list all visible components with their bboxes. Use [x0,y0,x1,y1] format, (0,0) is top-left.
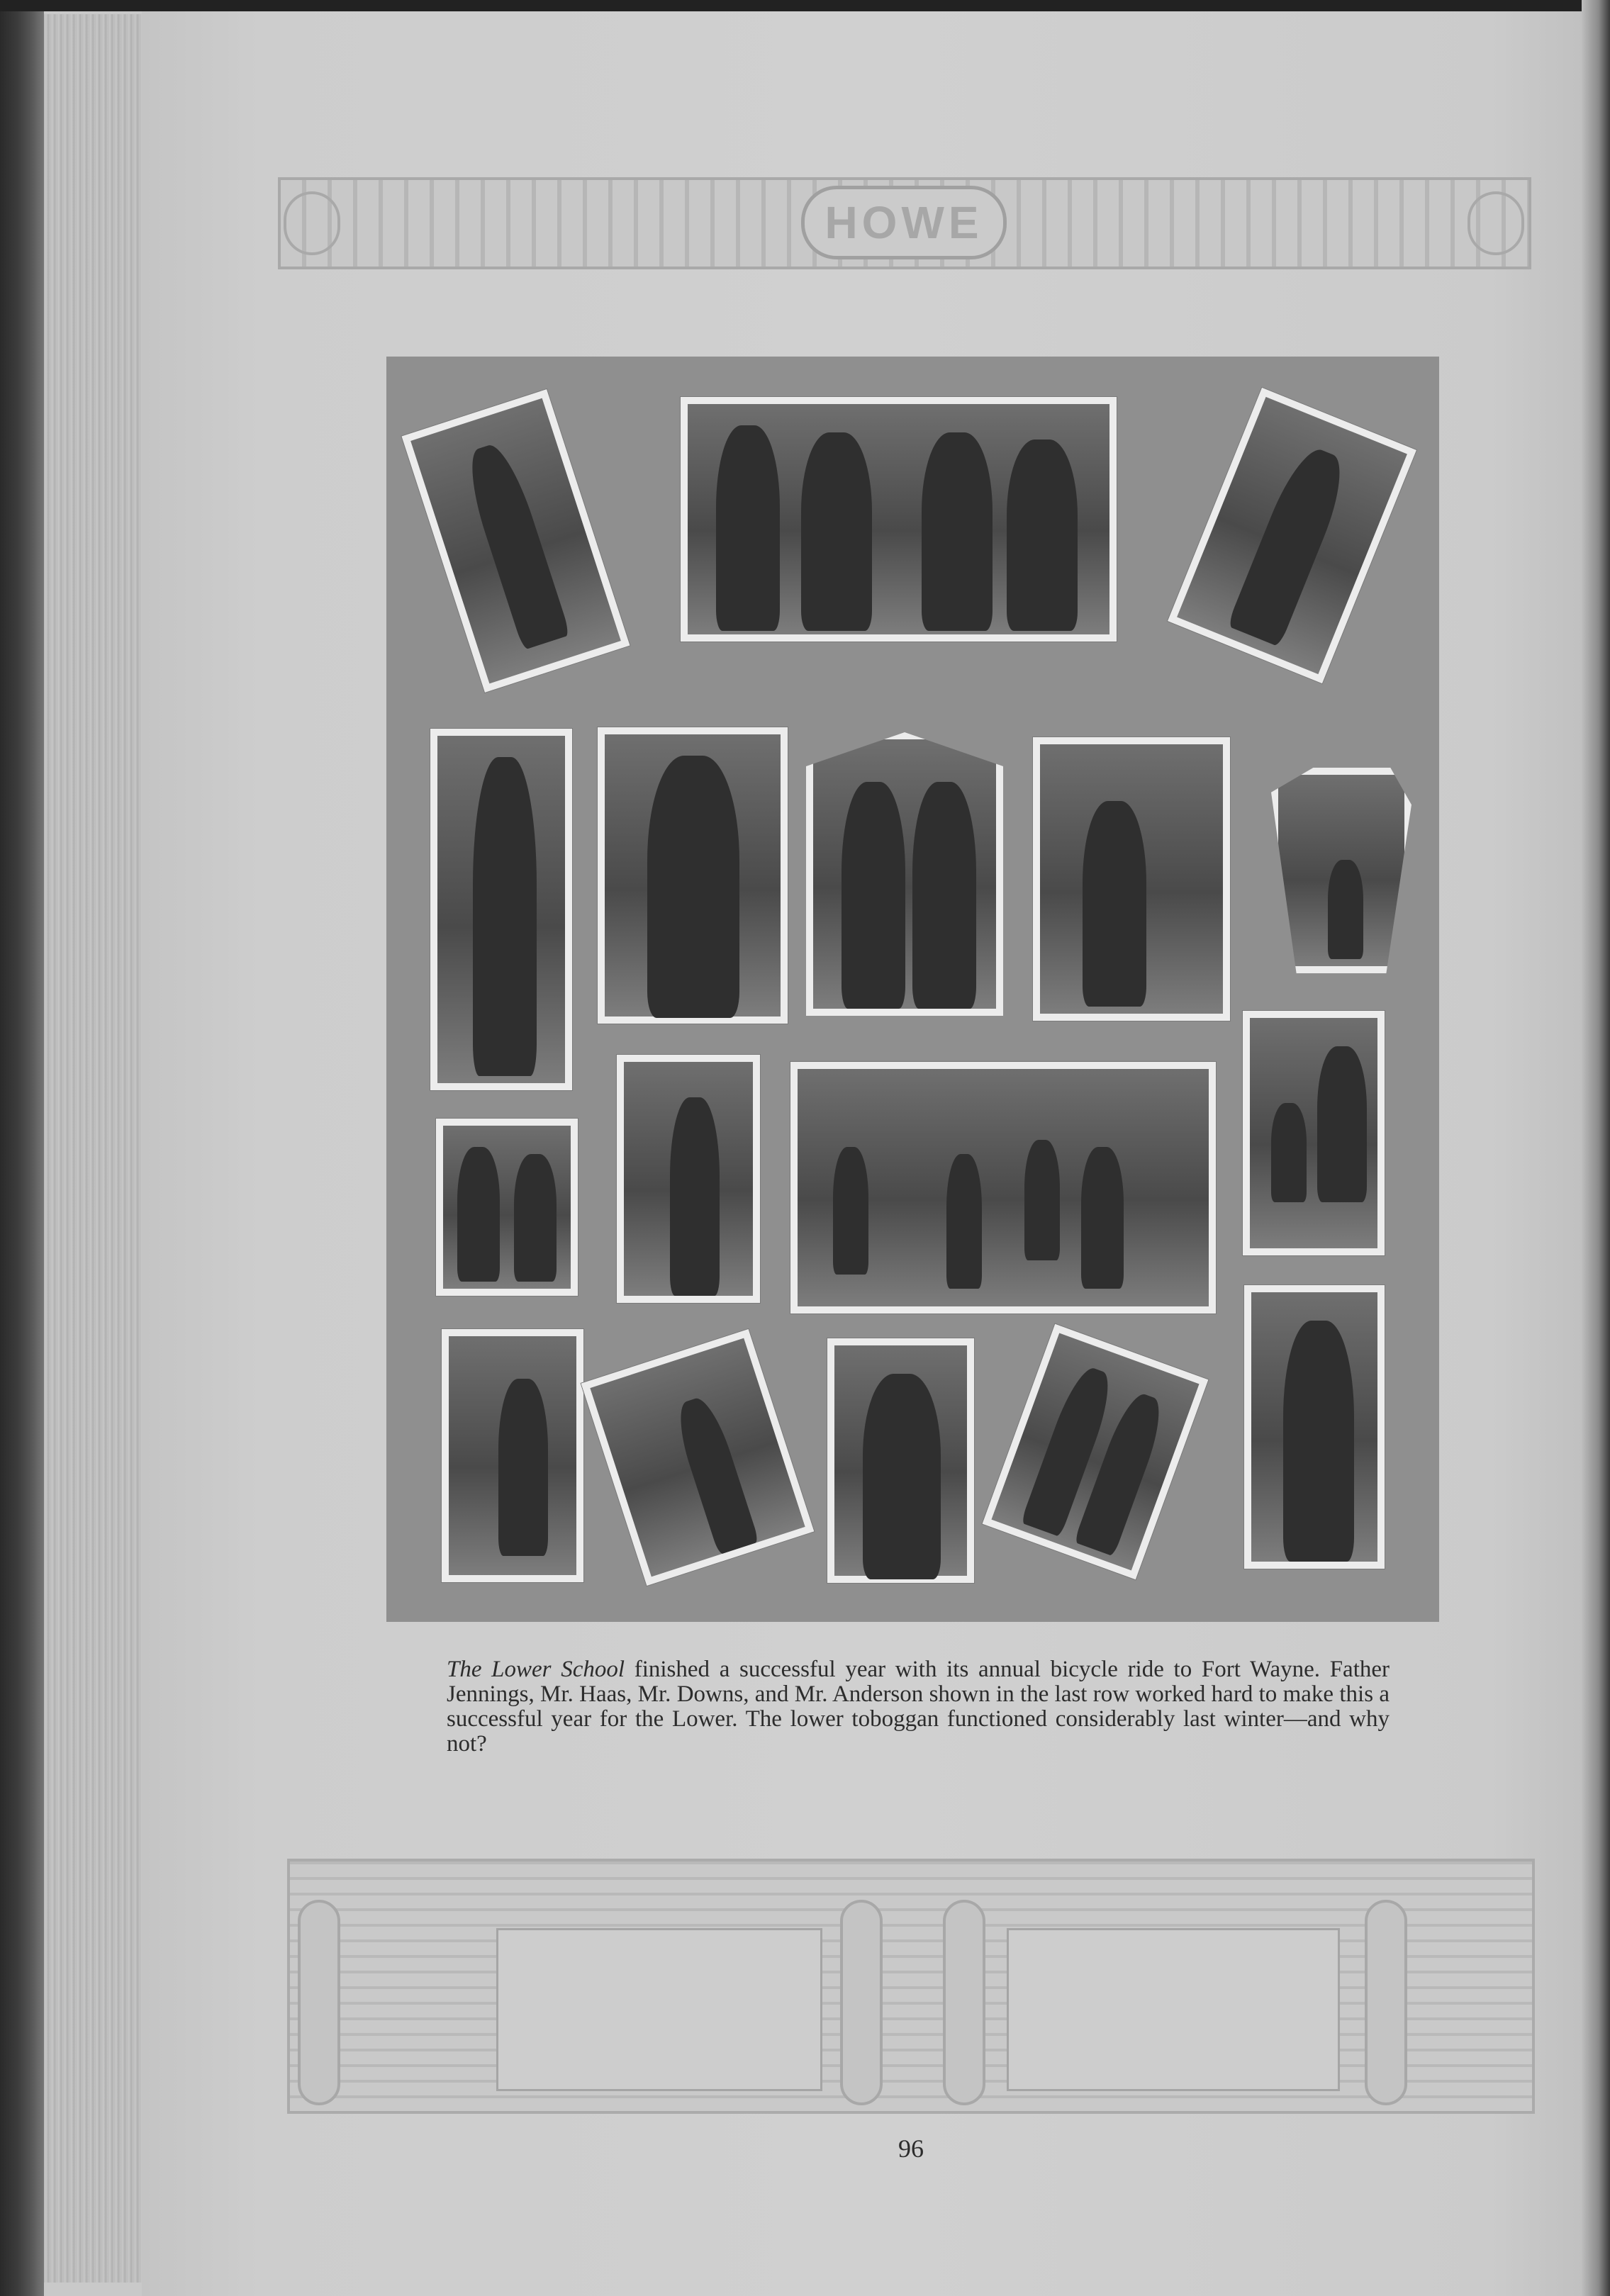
header-scroll-left-icon [284,191,340,255]
photo-man-in-coat [1244,1285,1385,1569]
scan-border-right [1582,0,1610,2296]
caption-italic-lead: The Lower School [447,1657,625,1682]
footer-scroll-icon [298,1900,340,2105]
photo-caption [447,1657,1390,1757]
photo-boy-overalls [598,727,788,1024]
book-binding [0,0,44,2296]
caption-text: finished a successful year with its annual bicycle ride to Fort Wayne. Father Jennings, Mr. Haas, Mr. Downs, and Mr. Anderson shown in the last row worked hard to make this a successful year for the Lower. The lower toboggan functioned considerably last winter—and why not? [447,1657,1390,1757]
header-label: HOWE [824,197,983,248]
photo-two-boys-sports [806,732,1003,1016]
photo-saluting-boy [617,1055,760,1303]
photo-bicycle-ride [790,1062,1216,1314]
footer-panel-cannon-illustration [1007,1928,1340,2091]
photo-man-at-door [581,1329,815,1586]
header-scroll-right-icon [1468,191,1524,255]
photo-collage [386,357,1439,1622]
page-number: 96 [898,2134,924,2163]
scan-border-top [0,0,1610,11]
photo-boy-tilted-left [402,389,630,693]
photo-man-saluting [827,1338,974,1583]
page-edges [44,14,150,2283]
footer-ornament [287,1859,1535,2114]
photo-boy-with-chair [1033,737,1230,1021]
footer-scroll-icon [840,1900,883,2105]
footer-scroll-icon [943,1900,985,2105]
photo-uniformed-boy [430,729,572,1090]
photo-small-figure [1271,768,1411,973]
photo-toboggan-group [436,1119,578,1296]
photo-boy-on-log [442,1329,583,1582]
photo-boy-tilted-right [1168,388,1416,683]
photo-four-boys [681,397,1117,642]
photo-two-men-tilted [983,1324,1209,1580]
photo-man-with-dog [1243,1011,1385,1255]
footer-scroll-icon [1365,1900,1407,2105]
header-label-box [801,186,1007,259]
footer-panel-house-illustration [496,1928,822,2091]
